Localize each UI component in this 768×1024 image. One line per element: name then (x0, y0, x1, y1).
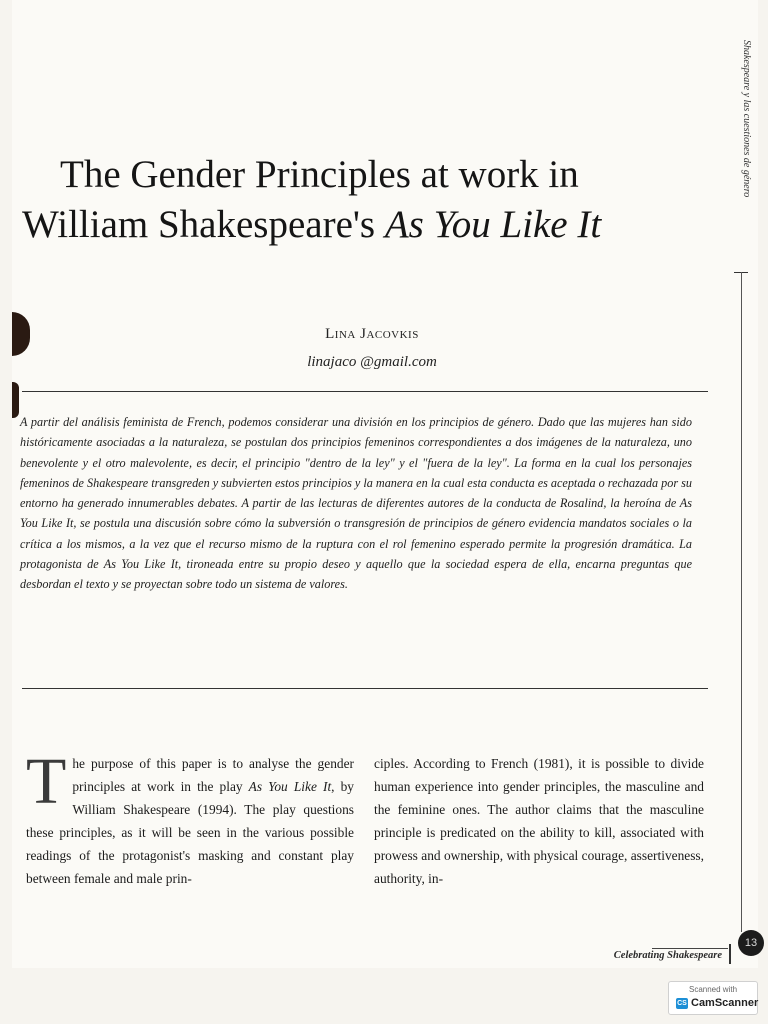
body-left-play-name: As You Like It (248, 779, 332, 794)
body-column-left (26, 745, 354, 890)
margin-rule (741, 272, 742, 932)
abstract-text: A partir del análisis feminista de French, podemos considerar una división en los principios de género. Dado que las mujeres han sido históricamente asociadas a la naturaleza, se postulan dos principios femeninos correspondientes a dos imágenes de la naturaleza, uno benevolente y el otro malevolente, es decir, el principio "dentro de la ley" y el "fuera de la ley". La forma en la cual los personajes femeninos de Shakespeare transgreden y subvierten estos principios y la manera en la cual esta conducta es aceptada o rechazada por su entorno ha generado innumerables debates. A partir de las lecturas de diferentes autores de la conducta de Rosalind, la heroína de As You Like It, se postula una discusión sobre cómo la subversión o transgresión de principios de género evidencia mandatos sociales o la crítica a los mismos, a la vez que el recurso mismo de la ruptura con el rol femenino esperado permite la progresión dramática. La protagonista de As You Like It, tironeada entre su propio deseo y aquello que la sociedad espera de ella, encarna preguntas que desbordan el texto y se proyectan sobre todo un sistema de valores. (20, 415, 692, 592)
body-column-right: ciples. According to French (1981), it is possible to divide human experience into gender principles, the masculine and the feminine ones. The author claims that the masculine principle is predicated on the ability to kill, associated with prowess and ownership, with physical courage, assertiveness, authority, in- (374, 756, 704, 886)
watermark-app-name: CamScanner (691, 997, 759, 1009)
body-left-part-2: , by William Shakespeare (1994). The play questions these principles, as it will be seen in the various possible readings of the protagonist's masking and constant play between female and male prin- (26, 779, 354, 886)
footer-book-title: Celebrating Shakespeare (613, 950, 722, 961)
watermark-caption: Scanned with (688, 985, 738, 994)
title-line-2 (22, 200, 712, 250)
drop-cap: T (26, 745, 67, 818)
scan-artifact-mid (12, 382, 19, 418)
body-left-part-1: he purpose of this paper is to analyse the gender principles at work in the play (72, 756, 354, 794)
author-email: linajaco @gmail.com (307, 354, 437, 370)
abstract-bottom-rule (22, 688, 708, 689)
author-name: Lina Jacovkis (325, 326, 419, 342)
title-line-1: The Gender Principles at work in (60, 153, 579, 196)
camscanner-logo-icon: CS (677, 1000, 687, 1007)
article-title (22, 150, 712, 250)
running-head: Shakespeare y las cuestiones de género (741, 40, 752, 198)
footer-separator (729, 944, 731, 964)
title-line-2-prefix: William Shakespeare's (22, 203, 385, 246)
page-number-badge: 13 (738, 930, 764, 956)
abstract-top-rule (22, 391, 708, 392)
footer-rule (652, 948, 728, 949)
camscanner-watermark (668, 981, 758, 1015)
document-page (12, 0, 758, 968)
title-play-name: As You Like It (384, 203, 602, 246)
